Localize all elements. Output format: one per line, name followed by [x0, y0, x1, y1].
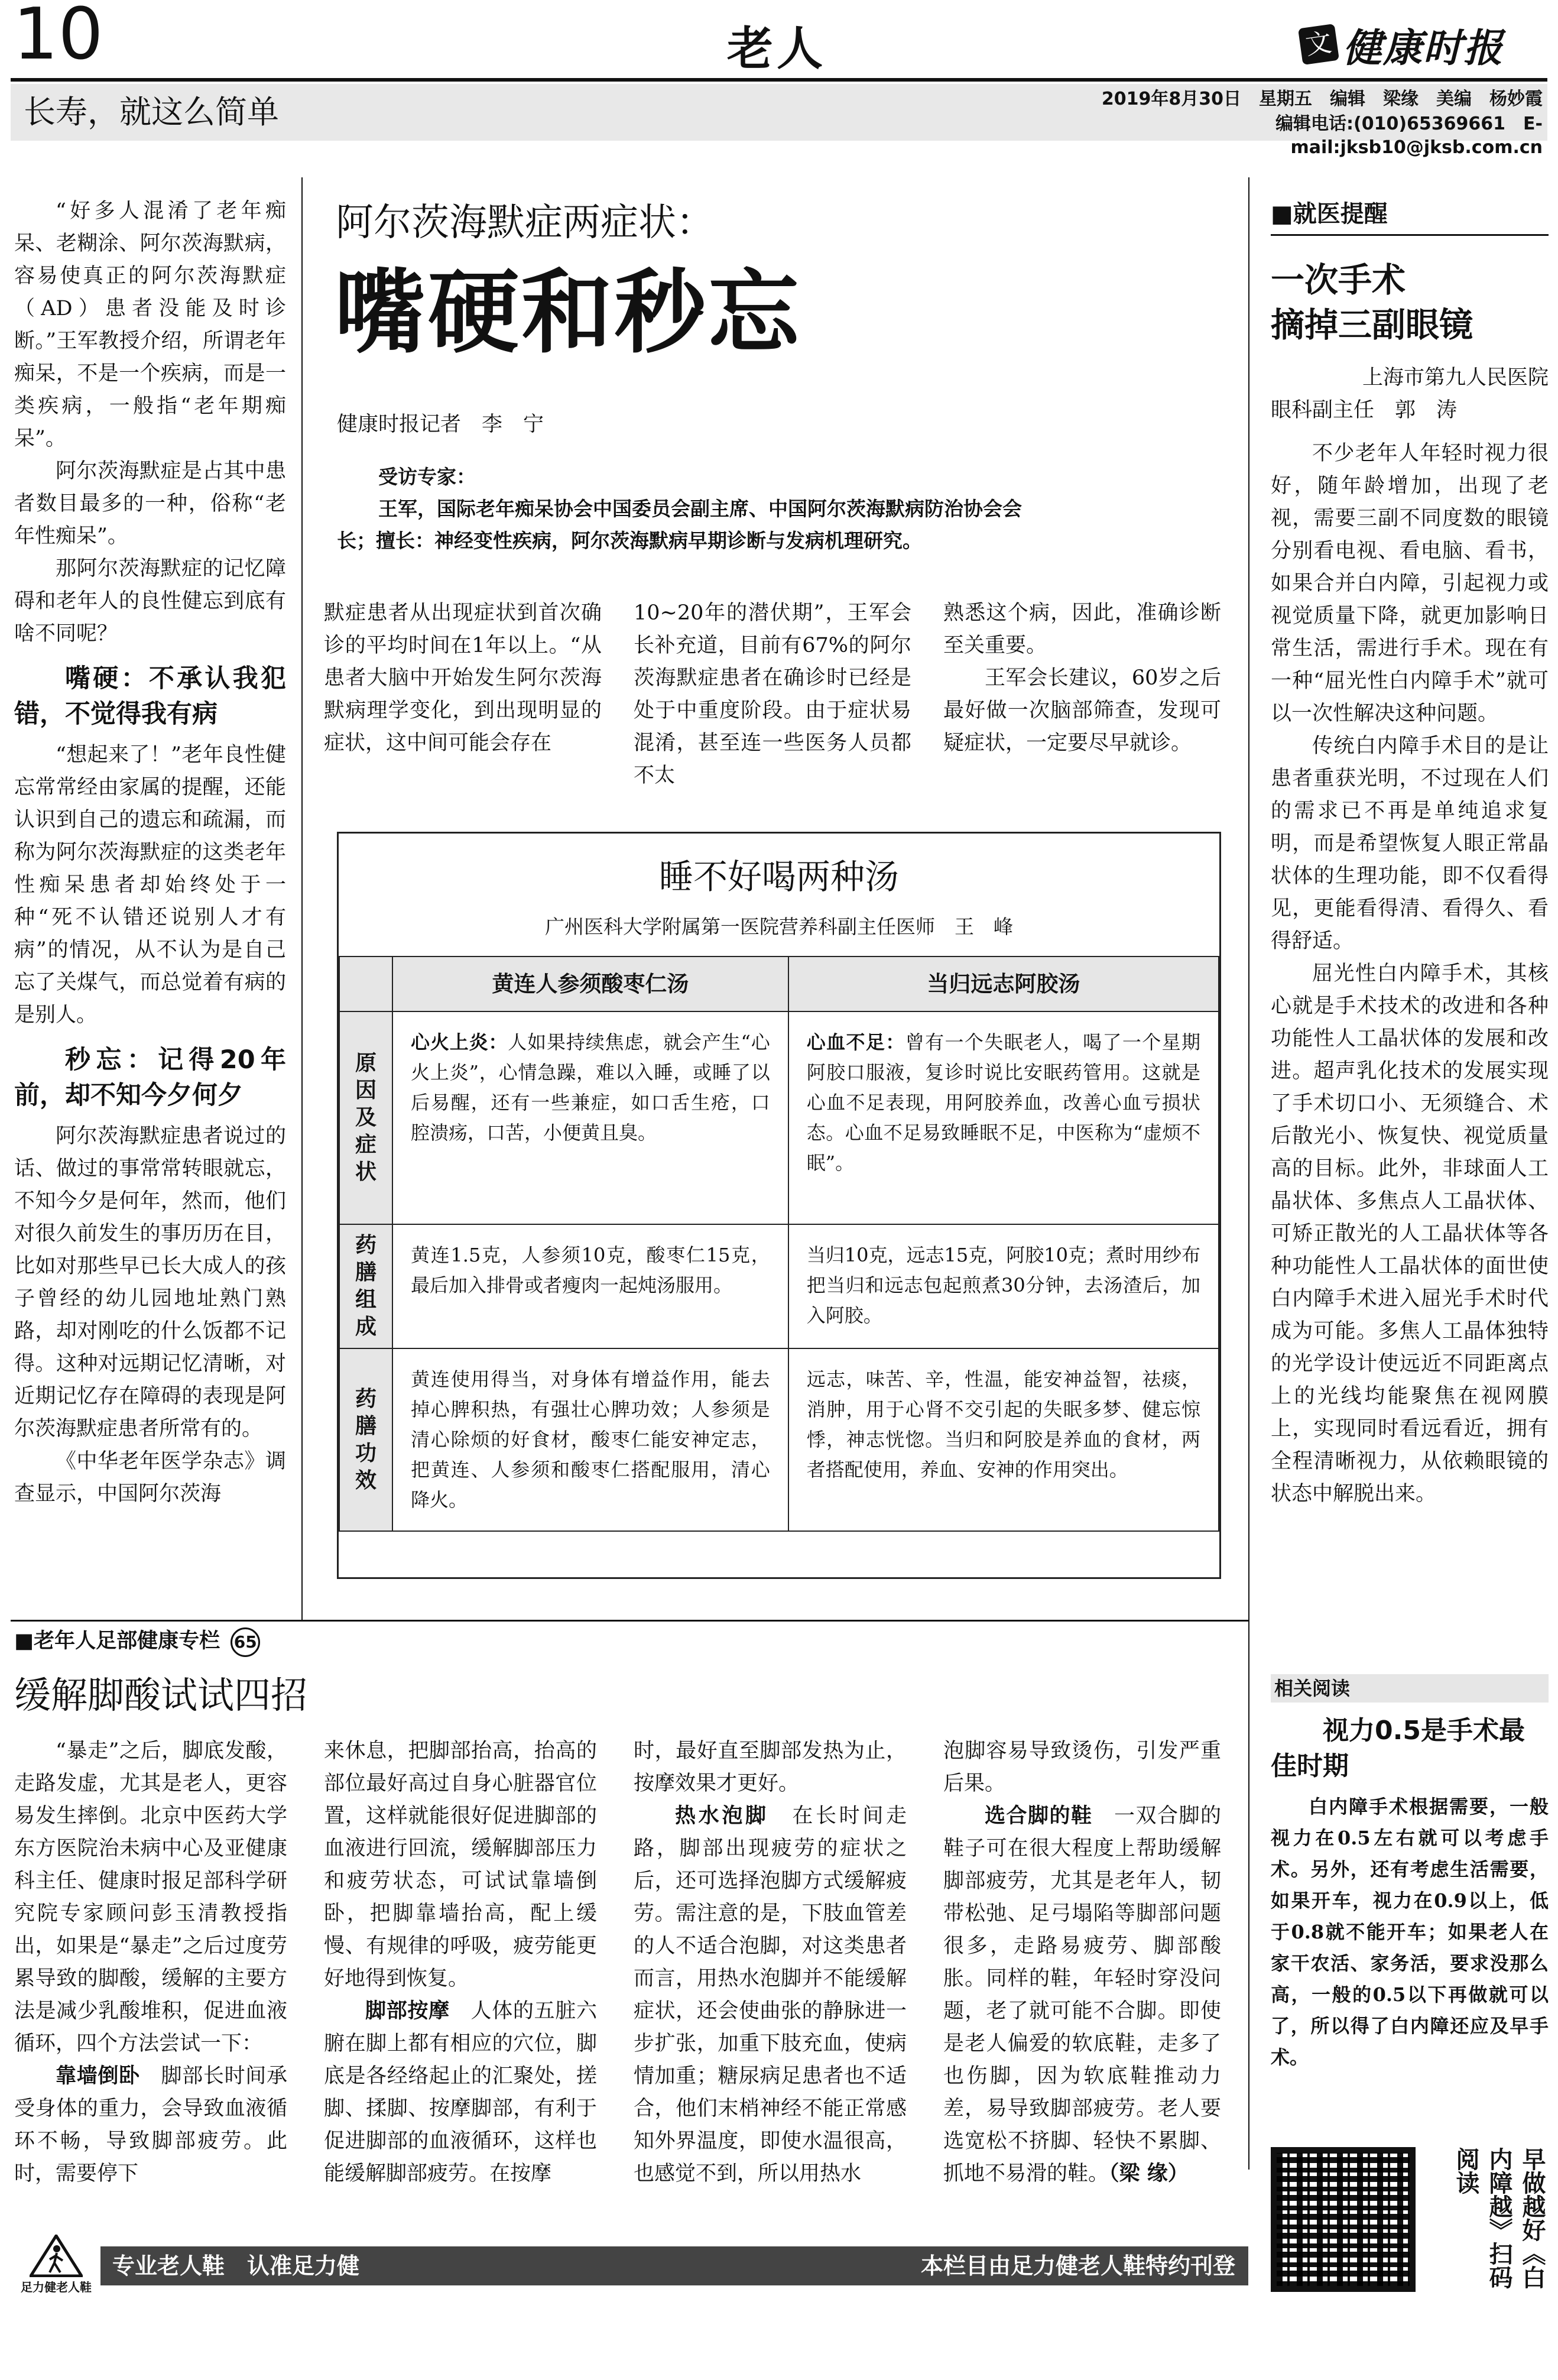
run-in-heading: 热水泡脚 [675, 1804, 769, 1828]
left-paragraph: 那阿尔茨海默症的记忆障碍和老年人的良性健忘到底有啥不同呢？ [14, 557, 286, 646]
clinic-paragraph: 不少老年人年轻时视力很好，随年龄增加，出现了老视，需要三副不同度数的眼镜分别看电视、看电脑、看书，如果合并白内障，引起视力或视觉质量下降，就更加影响日常生活，需进行手术。现在有一种“屈光性白内障手术”就可以一次性解决这种问题。 [1271, 442, 1549, 725]
article-column-3 [943, 597, 1221, 760]
foot-column-tag [14, 1627, 260, 1657]
left-paragraph: “好多人混淆了老年痴呆、老糊涂、阿尔茨海默病，容易使真正的阿尔茨海默症（AD）患者没能及时诊断。”王军教授介绍，所谓老年痴呆，不是一个疾病，而是一类疾病，一般指“老年期痴呆”。 [14, 199, 286, 450]
left-paragraph: 《中华老年医学杂志》调查显示，中国阿尔茨海 [14, 1450, 286, 1506]
table-column-header: 当归远志阿胶汤 [788, 956, 1219, 1011]
table-cell [392, 1011, 788, 1224]
table-row-label: 原因及症状 [339, 1011, 392, 1224]
section-rule [11, 1620, 1248, 1622]
foot-text-span: 脚部长时间承受身体的重力，会导致血液循环不畅，导致脚部疲劳。此时，需要停下 [14, 2064, 287, 2186]
expert-label: 受访专家： [378, 465, 476, 488]
table-header-row [339, 956, 1219, 1011]
run-in-heading: 靠墙倒卧 [56, 2064, 140, 2088]
column-divider [301, 177, 303, 1620]
related-text: 白内障手术根据需要，一般视力在0.5左右就可以考虑手术。另外，还有考虑生活需要，如果开车，视力在0.9以上，低于0.8就不能开车；如果老人在家干农活、家务活，要求没那么高，一般的0.5以下再做就可以了，所以得了白内障还应及早手术。 [1271, 1795, 1549, 2068]
page-subtitle: 长寿，就这么简单 [24, 93, 279, 131]
left-paragraph: “想起来了！”老年良性健忘常常经由家属的提醒，还能认识到自己的遗忘和疏漏，而称为阿尔茨海默症的这类老年性痴呆患者却始终处于一种“死不认错还说别人才有病”的情况，从不认为是自己忘了关煤气，而总觉着有病的是别人。 [14, 743, 286, 1027]
foot-text [634, 1800, 907, 2190]
foot-text-span: 在长时间走路，脚部出现疲劳的症状之后，还可选择泡脚方式缓解疲劳。需注意的是，下肢血管差的人不适合泡脚，对这类患者而言，用热水泡脚并不能缓解症状，还会使曲张的静脉进一步扩张，加重下肢充血，使病情加重；糖尿病足患者也不适合，他们末梢神经不能正常感知外界温度，即使水温很高，也感觉不到，所以用热水 [634, 1804, 907, 2186]
article-column-2 [634, 597, 911, 792]
table-row [339, 1011, 1219, 1224]
qr-code-icon[interactable] [1271, 2147, 1416, 2292]
qr-caption: 早做越好《白内障越》扫码阅读 [1452, 2147, 1546, 2289]
foot-column-2 [324, 1735, 597, 2190]
foot-text-span: 人体的五脏六腑在脚上都有相应的穴位，脚底是各经络起止的汇聚处，搓脚、揉脚、按摩脚部，有利于促进脚部的血液循环，这样也能缓解脚部疲劳。在按摩 [324, 1999, 597, 2186]
cell-text: 人如果持续焦虑，就会产生“心火上炎”，心情急躁，难以入睡，或睡了以后易醒，还有一些兼症，如口舌生疮，口腔溃疡，口苦，小便黄且臭。 [411, 1031, 770, 1144]
soup-box-author: 广州医科大学附属第一医院营养科副主任医师 王 峰 [545, 915, 1013, 938]
subhead-stubborn: 嘴硬：不承认我犯错，不觉得我有病 [14, 664, 286, 729]
foot-column-3 [634, 1735, 907, 2190]
footer-sponsor: 本栏目由足力健老人鞋特约刊登 [920, 2253, 1235, 2279]
masthead-rule [11, 78, 1547, 82]
left-column-article [14, 195, 286, 1510]
clinic-author [1271, 362, 1549, 427]
cell-text: 曾有一个失眠老人，喝了一个星期阿胶口服液，复诊时说比安眠药管用。这就是心血不足表现，用阿胶养血，改善心血亏损状态。心血不足易致睡眠不足，中医称为“虚烦不眠”。 [806, 1031, 1200, 1174]
headline-line: 一次手术 [1271, 261, 1406, 300]
foot-text [324, 1995, 597, 2190]
page-number: 10 [13, 0, 103, 76]
foot-column-1 [14, 1735, 287, 2190]
clinic-body [1271, 437, 1549, 1510]
contact-line: 编辑电话:(010)65369661 E-mail:jksb10@jksb.com.cn [1275, 114, 1543, 158]
newspaper-logo [1300, 18, 1504, 71]
foot-tag-text: ■老年人足部健康专栏 [14, 1629, 220, 1653]
expert-text: 王军，国际老年痴呆协会中国委员会副主席、中国阿尔茨海默病防治协会会 [378, 497, 1022, 520]
clinic-paragraph: 屈光性白内障手术，其核心就是手术技术的改进和各种功能性人工晶状体的发展和改进。超声乳化技术的发展实现了手术切口小、无须缝合、术后散光小、恢复快、视觉质量高的目标。此外，非球面人工晶状体、多焦点人工晶状体、可矫正散光的人工晶状体等各种功能性人工晶状体的面世使白内障手术进入屈光手术时代成为可能。多焦人工晶体独特的光学设计使远近不同距离点上的光线均能聚焦在视网膜上，实现同时看远看近，拥有全程清晰视力，从依赖眼镜的状态中解脱出来。 [1271, 962, 1549, 1506]
headline-line: 摘掉三副眼镜 [1271, 306, 1473, 345]
author-line: 上海市第九人民医院 [1362, 366, 1549, 390]
run-in-heading: 选合脚的鞋 [985, 1804, 1093, 1828]
article-column-1 [324, 597, 602, 760]
walking-person-icon [30, 2235, 83, 2277]
article-kicker: 阿尔茨海默症两症状： [336, 201, 714, 245]
footer-slogan: 专业老人鞋 认准足力健 [112, 2253, 360, 2279]
clinic-paragraph: 传统白内障手术目的是让患者重获光明，不过现在人们的需求已不再是单纯追求复明，而是希望恢复人眼正常晶状体的生理功能，即不仅看得见，更能看得清、看得久、看得舒适。 [1271, 734, 1549, 953]
left-paragraph: 阿尔茨海默症患者说过的话、做过的事常常转眼就忘，不知今夕是何年，然而，他们对很久前发生的事历历在目，比如对那些早已长大成人的孩子曾经的幼儿园地址熟门熟路，却对刚吃的什么饭都不记得。这种对远期记忆清晰，对近期记忆存在障碍的表现是阿尔茨海默症患者所常有的。 [14, 1124, 286, 1441]
soup-table [339, 956, 1219, 1532]
soup-box [337, 832, 1221, 1579]
article-text: 王军会长建议，60岁之后最好做一次脑部筛查，发现可疑症状，一定要尽早就诊。 [943, 666, 1221, 755]
foot-text: 来休息，把脚部抬高，抬高的部位最好高过自身心脏器官位置，这样就能很好促进脚部的血液进行回流，缓解脚部压力和疲劳状态，可试试靠墙倒卧，把脚靠墙抬高，配上缓慢、有规律的呼吸，疲劳能更好地得到恢复。 [324, 1739, 597, 1990]
column-divider [1248, 177, 1249, 2170]
logo-seal-icon: 文 [1298, 24, 1339, 65]
date-line: 2019年8月30日 星期五 编辑 梁缘 美编 杨妙霞 [1101, 89, 1543, 109]
table-cell: 黄连1.5克，人参须10克，酸枣仁15克，最后加入排骨或者瘦肉一起炖汤服用。 [392, 1224, 788, 1348]
table-cell: 远志，味苦、辛，性温，能安神益智，祛痰，消肿，用于心肾不交引起的失眠多梦、健忘惊悸，神志恍惚。当归和阿胶是养血的食材，两者搭配使用，养血、安神的作用突出。 [788, 1348, 1219, 1531]
foot-text: 时，最好直至脚部发热为止，按摩效果才更好。 [634, 1739, 907, 1795]
brand-logo [18, 2235, 95, 2300]
article-text: 熟悉这个病，因此，准确诊断至关重要。 [943, 601, 1221, 657]
author-signature: （梁 缘） [1109, 2162, 1189, 2186]
expert-text: 长；擅长：神经变性疾病，阿尔茨海默病早期诊断与发病机理研究。 [337, 529, 922, 552]
left-paragraph: 阿尔茨海默症是占其中患者数目最多的一种，俗称“老年性痴呆”。 [14, 459, 286, 548]
section-name: 老人 [727, 22, 827, 76]
series-number-badge: 65 [231, 1627, 260, 1657]
cell-lead: 心火上炎： [411, 1031, 508, 1053]
clinic-headline [1271, 258, 1473, 348]
table-column-header: 黄连人参须酸枣仁汤 [392, 956, 788, 1011]
foot-column-4 [943, 1735, 1221, 2190]
table-row [339, 1224, 1219, 1348]
related-headline: 视力0.5是手术最佳时期 [1271, 1716, 1525, 1781]
table-cell: 黄连使用得当，对身体有增益作用，能去掉心脾积热，有强壮心脾功效；人参须是清心除烦的好食材，酸枣仁能安神定志，把黄连、人参须和酸枣仁搭配服用，清心降火。 [392, 1348, 788, 1531]
foot-text-span: 一双合脚的鞋子可在很大程度上帮助缓解脚部疲劳，尤其是老年人，韧带松弛、足弓塌陷等脚部问题很多，走路易疲劳、脚部酸胀。同样的鞋，年轻时穿没问题，老了就可能不合脚。即使是老人偏爱的软底鞋，走多了也伤脚，因为软底鞋推动力差，易导致脚部疲劳。老人要选宽松不挤脚、轻快不累脚、抓地不易滑的鞋。 [943, 1804, 1221, 2186]
section-rule [1271, 234, 1549, 236]
table-cell [788, 1011, 1219, 1224]
brand-logo-text: 足力健老人鞋 [21, 2280, 92, 2294]
table-cell: 当归10克，远志15克，阿胶10克；煮时用纱布把当归和远志包起煎煮30分钟，去汤渣后，加入阿胶。 [788, 1224, 1219, 1348]
expert-box [337, 461, 1241, 557]
table-row-label: 药膳功效 [339, 1348, 392, 1531]
soup-box-title: 睡不好喝两种汤 [658, 857, 899, 897]
logo-text: 健康时报 [1343, 25, 1504, 71]
related-reading-tag: 相关阅读 [1271, 1674, 1549, 1703]
clinic-tip-tag: ■就医提醒 [1271, 200, 1388, 228]
article-text: 10~20年的潜伏期”，王军会长补充道，目前有67%的阿尔茨海默症患者在确诊时已经是处于中重度阶段。由于症状易混淆，甚至连一些医务人员都不太 [634, 601, 911, 787]
cell-lead: 心血不足： [806, 1031, 905, 1053]
foot-text: 泡脚容易导致烫伤，引发严重后果。 [943, 1739, 1221, 1795]
table-row [339, 1348, 1219, 1531]
foot-text [14, 2060, 287, 2190]
author-line: 眼科副主任 郭 涛 [1271, 398, 1458, 422]
table-corner-cell [339, 956, 392, 1011]
foot-text [943, 1800, 1221, 2190]
article-headline: 嘴硬和秒忘 [335, 260, 802, 366]
run-in-heading: 脚部按摩 [365, 1999, 450, 2023]
foot-headline: 缓解脚酸试试四招 [14, 1674, 308, 1717]
subhead-forget: 秒忘：记得20年前，却不知今夕何夕 [14, 1045, 286, 1110]
table-row-label: 药膳组成 [339, 1224, 392, 1348]
article-text: 默症患者从出现症状到首次确诊的平均时间在1年以上。“从患者大脑中开始发生阿尔茨海默病理学变化，到出现明显的症状，这中间可能会存在 [324, 601, 602, 755]
foot-text: “暴走”之后，脚底发酸，走路发虚，尤其是老人，更容易发生摔倒。北京中医药大学东方医院治未病中心及亚健康科主任、健康时报足部科学研究院专家顾问彭玉清教授指出，如果是“暴走”之后过度劳累导致的脚酸，缓解的主要方法是减少乳酸堆积，促进血液循环，四个方法尝试一下： [14, 1739, 287, 2055]
article-byline: 健康时报记者 李 宁 [337, 413, 544, 436]
